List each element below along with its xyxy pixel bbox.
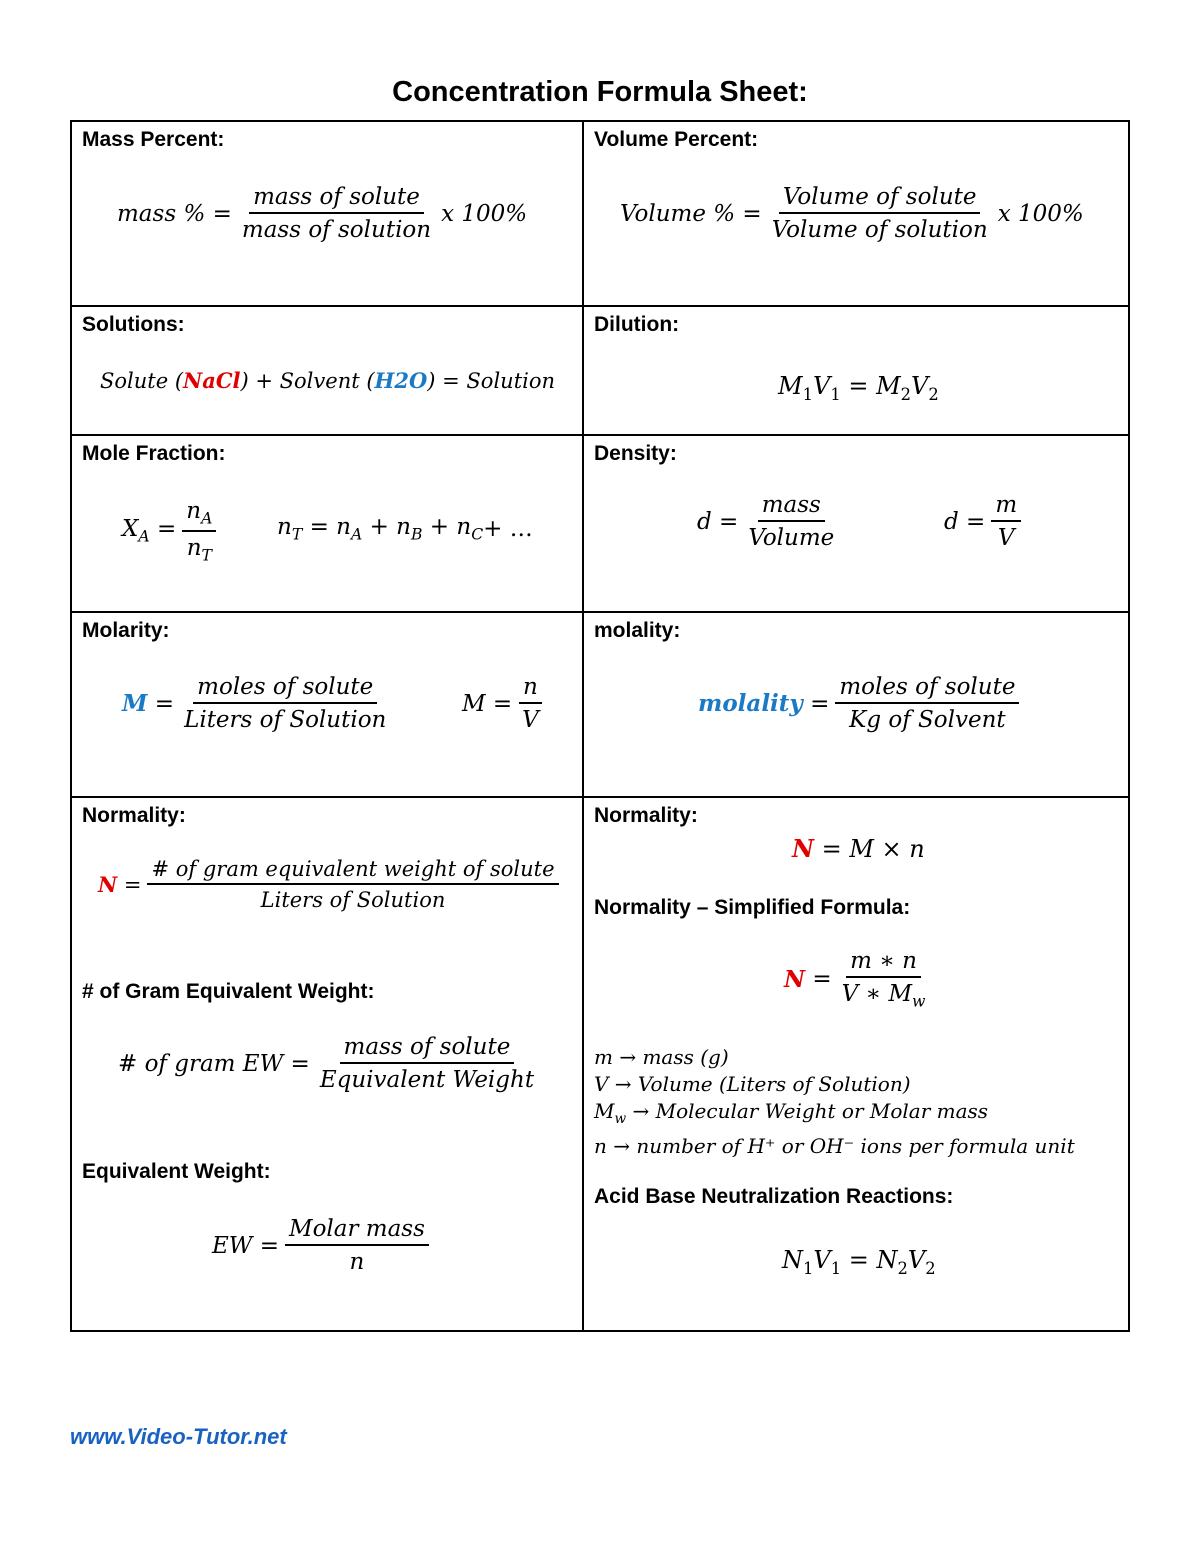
total-moles-formula: $n_T = n_A + n_B + n_C$ + … [277, 514, 533, 544]
formula-table [70, 120, 1130, 1332]
normality-simplified-label: Normality – Simplified Formula: [594, 896, 911, 919]
fraction [147, 857, 558, 912]
density-label: Density: [594, 442, 677, 465]
normality-right-label: Normality: [594, 804, 698, 827]
formula-lhs: EW = [212, 1232, 280, 1259]
normality-formula: N = $\frac{\text{\# of gram equivalent weight of solute}}{\text{Liters of Solution}}$ [98, 857, 565, 912]
row-divider [72, 305, 1128, 307]
fraction: $\frac{n_A}{n_T}$ [182, 498, 216, 564]
formula-tail: x 100% [441, 200, 528, 227]
volume-percent-label: Volume Percent: [594, 128, 759, 151]
formula-lhs: Volume % = [620, 200, 762, 227]
mass-percent-label: Mass Percent: [82, 128, 225, 151]
page-title: Concentration Formula Sheet: [392, 76, 808, 108]
density-short-formula: d = $\frac{m}{V}$ [944, 492, 1027, 551]
formula-text: Solute ( [100, 368, 184, 393]
numerator: moles of solute [835, 674, 1019, 704]
row-divider [72, 434, 1128, 436]
formula-tail: x 100% [997, 200, 1084, 227]
legend-text: number of H⁺ or OH⁻ ions per formula unit [636, 1134, 1075, 1158]
denominator: Equivalent Weight [319, 1067, 535, 1093]
dilution-label: Dilution: [594, 313, 680, 336]
gram-equivalent-weight-label: # of Gram Equivalent Weight: [82, 980, 375, 1003]
denominator: Liters of Solution [184, 707, 387, 733]
formula-lhs: # of gram EW = [118, 1050, 310, 1077]
molality-symbol: molality [698, 690, 803, 717]
formula-text: ) = Solution [427, 368, 556, 393]
formula-lhs: mass % = [117, 200, 232, 227]
numerator: Volume of solute [779, 184, 981, 214]
molality-formula: molality = $\frac{\text{moles of solute}}{\text{Kg of Solvent}}$ [698, 674, 1025, 733]
mole-fraction-label: Mole Fraction: [82, 442, 226, 465]
mole-fraction-formula: $X_A$ = $\frac{n_A}{n_T}$ [122, 498, 222, 564]
numerator: mass [758, 492, 825, 522]
acid-base-label: Acid Base Neutralization Reactions: [594, 1185, 954, 1208]
column-divider [582, 122, 584, 1330]
molarity-label: Molarity: [82, 619, 170, 642]
numerator: mass of solute [340, 1034, 515, 1064]
denominator: V [997, 525, 1015, 551]
fraction [518, 674, 543, 733]
fraction [835, 674, 1019, 733]
molarity-short-formula: M = $\frac{n}{V}$ [462, 674, 549, 733]
solutions-formula [100, 368, 555, 393]
density-formula: d = $\frac{\text{mass}}{\text{Volume}}$ [697, 492, 844, 551]
formula-tail: + … [483, 515, 533, 542]
fraction [744, 492, 838, 551]
fraction [991, 492, 1021, 551]
fraction [316, 1034, 538, 1093]
legend-text: Molecular Weight or Molar mass [655, 1099, 989, 1123]
denominator: Kg of Solvent [849, 707, 1006, 733]
acid-base-formula: $N_1V_1 = N_2V_2$ [782, 1246, 936, 1278]
numerator: m [991, 492, 1021, 522]
formula-rhs: = M × n [821, 834, 925, 863]
legend-item: n → number of H⁺ or OH⁻ ions per formula unit [594, 1134, 1075, 1158]
numerator: moles of solute [193, 674, 377, 704]
denominator: Volume [748, 525, 835, 551]
normality-simplified-formula: N = $\frac{m ∗ n}{V ∗ M_w}$ [784, 948, 935, 1011]
numerator: n [519, 674, 542, 704]
gram-equivalent-weight-formula [118, 1034, 544, 1093]
fraction [180, 674, 390, 733]
normality-label: Normality: [82, 804, 186, 827]
volume-percent-formula [620, 184, 1084, 243]
normality-symbol: N [98, 872, 118, 897]
variable-legend [594, 1044, 1075, 1160]
fraction: $\frac{m ∗ n}{V ∗ M_w}$ [841, 948, 926, 1011]
row-divider [72, 796, 1128, 798]
dilution-formula: $M_1V_1 = M_2V_2$ [778, 372, 939, 404]
numerator: Molar mass [285, 1216, 429, 1246]
equivalent-weight-formula [212, 1216, 435, 1275]
legend-item: $M_w$ → Molecular Weight or Molar mass [594, 1099, 989, 1127]
fraction [238, 184, 435, 243]
solvent-h2o: H2O [374, 368, 428, 393]
fraction [768, 184, 992, 243]
legend-item: m → mass (g) [594, 1045, 729, 1069]
solutions-label: Solutions: [82, 313, 185, 336]
solute-nacl: NaCl [183, 368, 241, 393]
mass-percent-formula [117, 184, 527, 243]
legend-item: V → Volume (Liters of Solution) [594, 1072, 911, 1096]
normality-molarity-formula [792, 834, 925, 863]
denominator: n [349, 1249, 365, 1275]
equivalent-weight-label: Equivalent Weight: [82, 1160, 271, 1183]
website-link[interactable]: www.Video-Tutor.net [70, 1424, 287, 1449]
denominator: V [522, 707, 539, 733]
row-divider [72, 611, 1128, 613]
denominator: mass of solution [241, 217, 432, 243]
denominator: Liters of Solution [260, 888, 446, 912]
normality-symbol: N [792, 834, 814, 863]
numerator: # of gram equivalent weight of solute [147, 857, 558, 885]
molarity-formula: M = $\frac{\text{moles of solute}}{\text{Liters of Solution}}$ [122, 674, 396, 733]
formula-text: ) + Solvent ( [240, 368, 375, 393]
fraction [285, 1216, 429, 1275]
denominator: Volume of solution [771, 217, 988, 243]
molality-label: molality: [594, 619, 681, 642]
molarity-symbol: M [122, 690, 148, 717]
numerator: mass of solute [249, 184, 424, 214]
